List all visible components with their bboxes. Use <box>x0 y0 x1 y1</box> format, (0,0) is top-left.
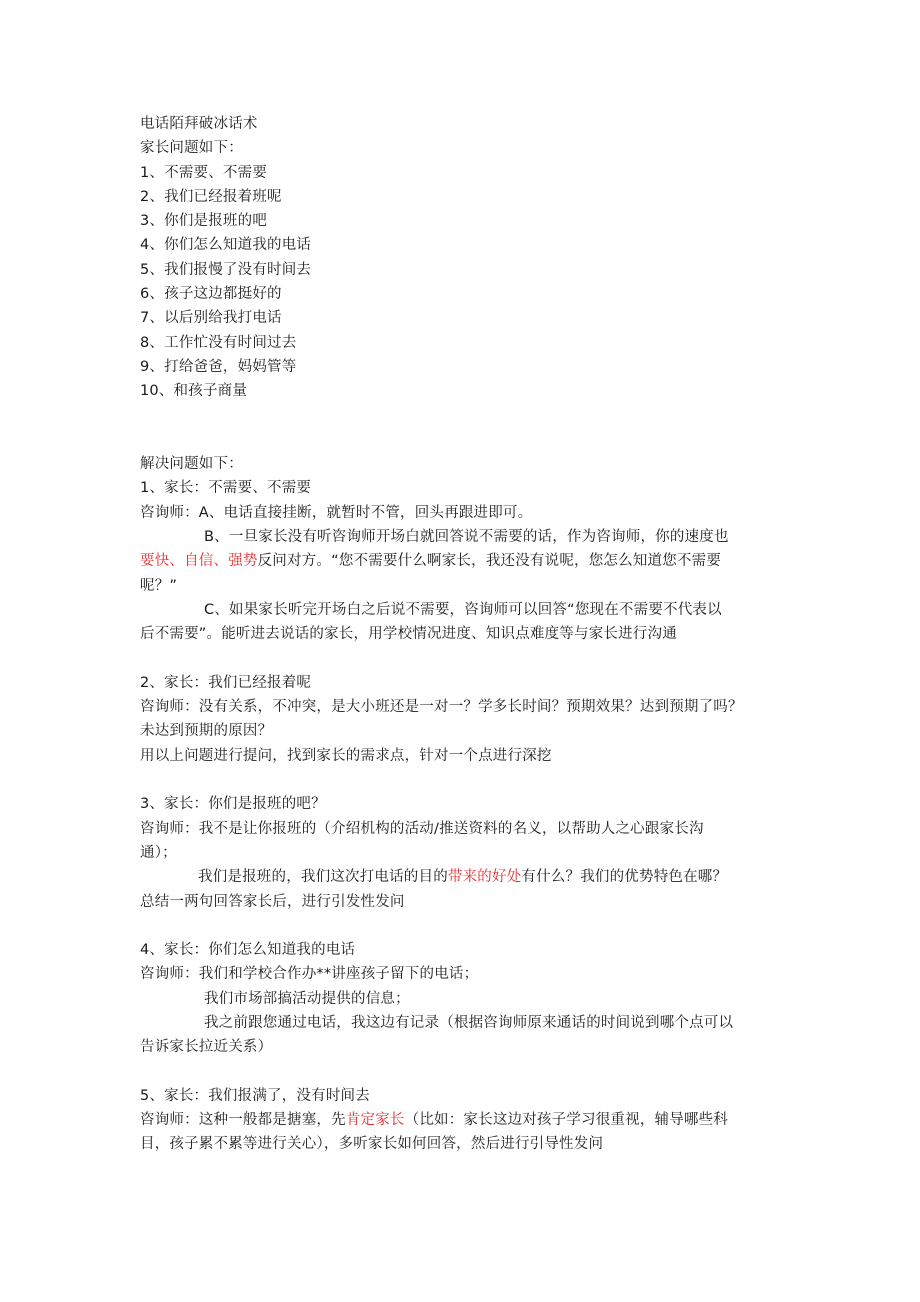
solution-c-line1: C、如果家长听完开场白之后说不需要，咨询师可以回答“您现在不需要不代表以 <box>204 601 722 618</box>
questions-list <box>140 161 800 404</box>
question-item: 9、打给爸爸，妈妈管等 <box>140 358 297 375</box>
question-item: 1、不需要、不需要 <box>140 164 268 181</box>
solution-5 <box>140 1084 800 1157</box>
question-item: 3、你们是报班的吧 <box>140 213 268 230</box>
solution-parent-line: 3、家长：你们是报班的吧？ <box>140 796 326 813</box>
solution-line4: 总结一两句回答家长后，进行引发性发问 <box>140 893 405 910</box>
solution-b-line2-rest: 反问对方。“您不需要什么啊家长，我还没有说呢，您怎么知道您不需要 <box>257 553 722 570</box>
solution-line3 <box>140 865 800 889</box>
solutions-heading: 解决问题如下： <box>140 456 243 473</box>
question-item: 8、工作忙没有时间过去 <box>140 334 297 351</box>
solution-line3: 我之前跟您通过电话，我这边有记录（根据咨询师原来通话的时间说到哪个点可以 <box>204 1014 734 1031</box>
highlight-text: 带来的好处 <box>447 869 522 886</box>
solution-consultant-pre: 咨询师：这种一般都是搪塞，先 <box>140 1112 346 1129</box>
question-item: 10、和孩子商量 <box>140 383 248 400</box>
highlight-text: 要快、自信、强势 <box>140 553 258 570</box>
solution-consultant-a: 咨询师：A、电话直接挂断，就暂时不管，回头再跟进即可。 <box>140 504 533 521</box>
highlight-text: 肯定家长 <box>345 1112 405 1129</box>
solution-consultant-line3: 用以上问题进行提问，找到家长的需求点，针对一个点进行深挖 <box>140 747 552 764</box>
solution-consultant-line2: 未达到预期的原因？ <box>140 723 273 740</box>
solution-3 <box>140 792 800 913</box>
solution-2 <box>140 671 800 768</box>
solution-consultant-line1: 咨询师：我们和学校合作办**讲座孩子留下的电话； <box>140 966 479 983</box>
solution-parent-line: 5、家长：我们报满了，没有时间去 <box>140 1087 370 1104</box>
solution-line3-post: 有什么？我们的优势特色在哪？ <box>521 869 728 886</box>
solution-1 <box>140 476 800 646</box>
solution-parent-line: 1、家长：不需要、不需要 <box>140 480 312 497</box>
spacer <box>140 404 800 453</box>
question-item: 4、你们怎么知道我的电话 <box>140 237 312 254</box>
solution-parent-line: 4、家长：你们怎么知道我的电话 <box>140 942 356 959</box>
question-item: 2、我们已经报着班呢 <box>140 188 282 205</box>
solution-consultant-line1 <box>140 1108 800 1132</box>
spacer <box>140 1060 800 1084</box>
solution-c-line2: 后不需要”。能听进去说话的家长，用学校情况进度、知识点难度等与家长进行沟通 <box>140 626 677 643</box>
solution-b-line3: 呢？” <box>140 577 178 594</box>
spacer <box>140 647 800 671</box>
solution-parent-line: 2、家长：我们已经报着呢 <box>140 674 312 691</box>
questions-heading: 家长问题如下： <box>140 140 243 157</box>
spacer <box>140 768 800 792</box>
document-title: 电话陌拜破冰话术 <box>140 116 258 132</box>
question-item: 5、我们报慢了没有时间去 <box>140 261 312 278</box>
solution-line4: 告诉家长拉近关系） <box>140 1039 273 1056</box>
solution-consultant-line2: 通）； <box>140 844 177 861</box>
solution-4 <box>140 938 800 1059</box>
solution-line2: 我们市场部搞活动提供的信息； <box>204 990 410 1007</box>
spacer <box>140 914 800 938</box>
solution-b-line1: B、一旦家长没有听咨询师开场白就回答说不需要的话，作为咨询师，你的速度也 <box>204 529 729 546</box>
solution-line2: 目，孩子累不累等进行关心），多听家长如何回答，然后进行引导性发问 <box>140 1136 604 1153</box>
question-item: 7、以后别给我打电话 <box>140 310 282 327</box>
question-item: 6、孩子这边都挺好的 <box>140 286 282 303</box>
solution-b-line2 <box>140 549 800 573</box>
solution-consultant-line1: 咨询师：没有关系，不冲突，是大小班还是一对一？学多长时间？预期效果？达到预期了吗？ <box>140 699 743 716</box>
document-page <box>140 112 800 1157</box>
solution-consultant-post: （比如：家长这边对孩子学习很重视，辅导哪些科 <box>404 1112 729 1129</box>
solution-line3-pre: 我们是报班的，我们这次打电话的目的 <box>198 869 448 886</box>
solution-consultant-line1: 咨询师：我不是让你报班的（介绍机构的活动/推送资料的名义，以帮助人之心跟家长沟 <box>140 820 704 837</box>
